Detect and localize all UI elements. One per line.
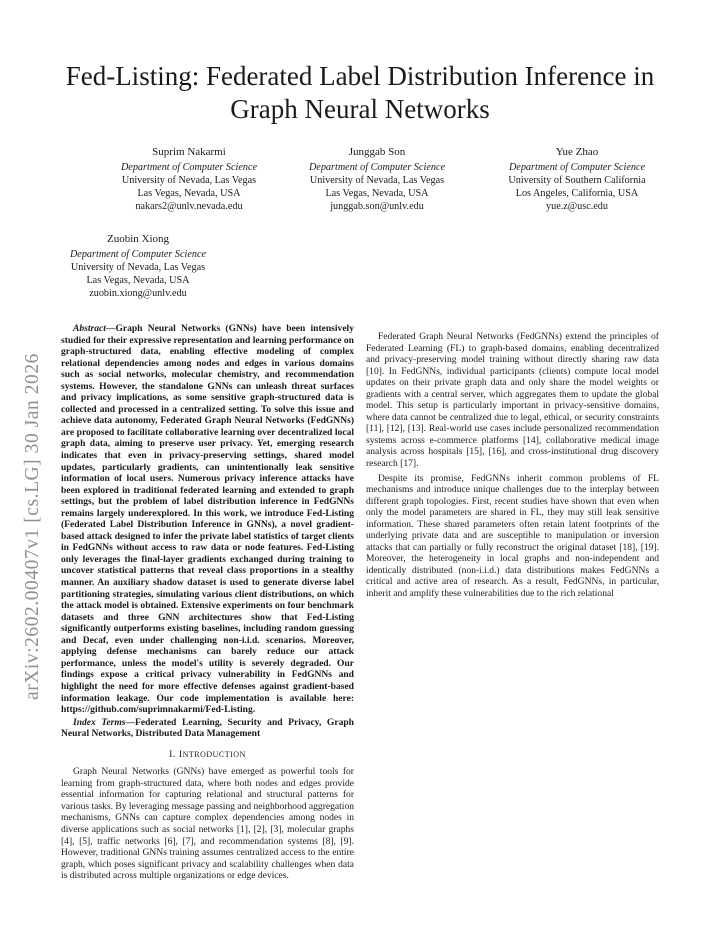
author-location: Las Vegas, Nevada, USA	[137, 188, 241, 199]
author-block	[43, 233, 233, 300]
author-email: yue.z@usc.edu	[546, 201, 608, 212]
author-email: junggab.son@unlv.edu	[330, 201, 424, 212]
author-email: nakars2@unlv.nevada.edu	[135, 201, 243, 212]
index-terms-text: —Federated Learning, Security and Privacy, Graph Neural Networks, Distributed Data Management	[61, 716, 354, 740]
section-number: I.	[169, 748, 179, 760]
author-block	[482, 146, 672, 213]
section-title-initial: I	[178, 748, 183, 760]
index-terms	[61, 717, 354, 740]
author-department: Department of Computer Science	[308, 162, 446, 173]
abstract-text: Graph Neural Networks (GNNs) have been intensively studied for their expressive representation and learning performance on graph-structured data, enabling effective modeling of complex relational dependencies among nodes and edges in various domains such as social networks, molecular chemistry, and recommendation systems. However, the standalone GNNs can unleash threat surfaces and privacy implications, as some sensitive graph-structured data is collected and processed in a centralized setting. To solve this issue and achieve data autonomy, Federated Graph Neural Networks (FedGNNs) are proposed to facilitate collaborative learning over decentralized local graph data, aiming to preserve user privacy. Yet, emerging research indicates that even in privacy-preserving settings, shared model updates, particularly gradients, can unintentionally leak sensitive information of local users. Numerous privacy inference attacks have been explored in traditional federated learning and extended to graph settings, but the problem of label distribution inference in FedGNNs remains largely underexplored. In this work, we introduce Fed-Listing (Federated Label Distribution Inference in GNNs), a novel gradient-based attack designed to infer the private label statistics of target clients in FedGNNs without access to raw data or node features. Fed-Listing only leverages the final-layer gradients exchanged during training to uncover statistical patterns that reveal class proportions in a stealthy manner. An auxiliary shadow dataset is used to generate diverse label partitioning strategies, simulating various client distributions, on which the attack model is obtained. Extensive experiments on four benchmark datasets and three GNN architectures show that Fed-Listing significantly outperforms existing baselines, including random guessing and Decaf, even under challenging non-i.i.d. scenarios. Moreover, applying defense mechanisms can barely reduce our attack performance, unless the model's utility is severely degraded. Our findings expose a critical privacy vulnerability in FedGNNs and highlight the need for more effective defenses against gradient-based information leakage. Our code implementation is available here: https://github.com/suprimnakarmi/Fed-Listing.	[61, 323, 354, 716]
abstract	[61, 323, 354, 716]
author-department: Department of Computer Science	[69, 249, 207, 260]
author-institution: University of Nevada, Las Vegas	[121, 175, 257, 186]
author-block	[282, 146, 472, 213]
author-name: Yue Zhao	[555, 146, 599, 158]
author-name: Junggab Son	[348, 146, 406, 158]
author-location: Los Angeles, California, USA	[515, 188, 639, 199]
left-column	[61, 323, 354, 882]
author-email: zuobin.xiong@unlv.edu	[89, 288, 187, 299]
author-institution: University of Nevada, Las Vegas	[309, 175, 445, 186]
paper-title: Fed-Listing: Federated Label Distribution Inference in Graph Neural Networks	[65, 61, 655, 124]
author-location: Las Vegas, Nevada, USA	[325, 188, 429, 199]
index-terms-label: Index Terms	[73, 716, 126, 728]
arxiv-identifier: arXiv:2602.00407v1 [cs.LG] 30 Jan 2026	[22, 353, 43, 700]
author-institution: University of Southern California	[508, 175, 646, 186]
abstract-label: Abstract—	[73, 323, 116, 334]
section-title-rest: NTRODUCTION	[182, 749, 246, 759]
intro-paragraph-3: Despite its promise, FedGNNs inherit common problems of FL mechanisms and introduce unique challenges due to the interplay between different graph topologies. First, recent studies have shown that even when only the model parameters are shared in FL, they may still leak sensitive information. These shared parameters often retain latent footprints of the underlying private data and are susceptible to manipulation or inversion attacks that can partially or fully reconstruct the original dataset [18], [19]. Moreover, the heterogeneity in local graphs and non-independent and identically distributed (non-i.i.d.) data distributions makes FedGNNs a critical and active area of research. As a result, FedGNNs, in particular, inherit and amplify these vulnerabilities due to the rich relational	[366, 472, 659, 600]
intro-paragraph-1: Graph Neural Networks (GNNs) have emerged as powerful tools for learning from graph-structured data, where both nodes and edges provide essential information for capturing relational and structural patterns for various tasks. By leveraging message passing and neighborhood aggregation mechanisms, GNNs can capture complex dependencies among nodes in diverse applications such as social networks [1], [2], [3], molecular graphs [4], [5], traffic networks [6], [7], and recommendation systems [8], [9]. However, traditional GNNs training assumes centralized access to the entire graph, which poses significant privacy and scalability challenges when data is distributed across multiple organizations or edge devices.	[61, 766, 354, 882]
author-department: Department of Computer Science	[120, 162, 258, 173]
author-block	[94, 146, 284, 213]
author-name: Zuobin Xiong	[106, 233, 170, 245]
author-location: Las Vegas, Nevada, USA	[86, 275, 190, 286]
author-name: Suprim Nakarmi	[152, 146, 226, 158]
section-heading	[61, 749, 354, 761]
right-column	[366, 331, 659, 600]
author-department: Department of Computer Science	[508, 162, 646, 173]
intro-paragraph-2: Federated Graph Neural Networks (FedGNNs) extend the principles of Federated Learning (FL) to graph-based domains, enabling decentralized and privacy-preserving model training without directly sharing raw data [10]. In FedGNNs, individual participants (clients) compute local model updates on their private graph data and only share the model weights or gradients with a central server, which aggregates them to update the global model. This setup is particularly important in privacy-sensitive domains, where data cannot be centralized due to legal, ethical, or security constraints [11], [12], [13]. Real-world use cases include personalized recommendation systems across e-commerce platforms [14], collaborative medical image analysis across hospitals [15], [16], and cross-institutional drug discovery research [17].	[366, 331, 659, 470]
author-institution: University of Nevada, Las Vegas	[70, 262, 206, 273]
